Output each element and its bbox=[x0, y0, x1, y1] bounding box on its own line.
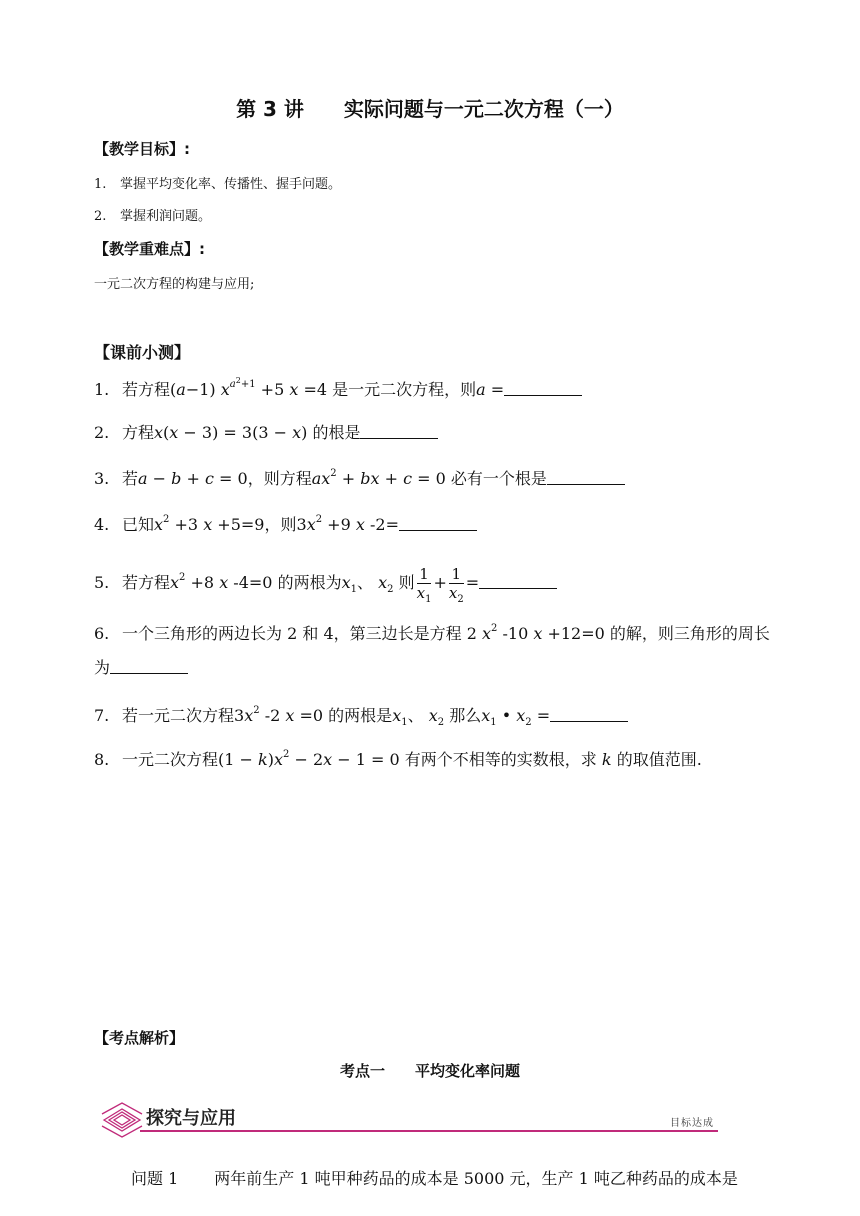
answer-blank[interactable] bbox=[360, 424, 438, 439]
question-number: 2. bbox=[94, 423, 110, 442]
question-number: 8. bbox=[94, 750, 110, 769]
problem-text: 两年前生产 1 吨甲种药品的成本是 5000 元，生产 1 吨乙种药品的成本是 bbox=[214, 1169, 738, 1188]
fraction: $\frac{1}{x_1}$ bbox=[416, 565, 432, 605]
objectives-heading: 【教学目标】: bbox=[94, 140, 190, 158]
question-text: ，则方程 bbox=[247, 469, 312, 488]
objective-number: 1. bbox=[94, 177, 107, 192]
objective-text: 掌握利润问题。 bbox=[120, 209, 212, 224]
question-text: 的两根为 bbox=[277, 573, 342, 592]
answer-blank[interactable] bbox=[550, 707, 628, 722]
question-text: 那么 bbox=[449, 706, 482, 725]
question-4: 4. 已知$x^2 +3$ x +5=9，则$3x^2 +9$ x -2= bbox=[94, 515, 477, 535]
problem-label: 问题 1 bbox=[131, 1169, 179, 1188]
question-text: 有两个不相等的实数根，求 bbox=[404, 750, 597, 769]
question-text: 的取值范围. bbox=[616, 750, 702, 769]
question-number: 5. bbox=[94, 573, 110, 592]
objective-number: 2. bbox=[94, 209, 107, 224]
question-text: 则 bbox=[398, 573, 415, 592]
objective-item bbox=[94, 173, 341, 192]
problem-1 bbox=[131, 1166, 738, 1189]
question-text: 一元二次方程 bbox=[122, 750, 219, 769]
keypoints-heading: 【教学重难点】: bbox=[94, 240, 205, 258]
question-6: 6. 一个三角形的两边长为 2 和 4，第三边长是方程 2 $x^2$ -10 x +12=0 的解，则三角形的周长为 bbox=[94, 617, 784, 685]
analysis-heading: 【考点解析】 bbox=[94, 1029, 185, 1047]
question-5: 5. 若方程$x^2 +8$ x -4=0 的两根为$x_1$、 $x_2$ 则 $\frac{1}{x_1}$ + $\frac{1}{x_2}$ = bbox=[94, 565, 557, 602]
answer-blank[interactable] bbox=[110, 659, 188, 674]
question-text: 若方程 bbox=[122, 573, 171, 592]
question-8: 8. 一元二次方程$(1 - k)x^2 - 2x - 1 = 0$ 有两个不相等的实数根，求 k 的取值范围. bbox=[94, 749, 702, 769]
fraction: $\frac{1}{x_2}$ bbox=[448, 565, 464, 605]
question-text: 的两根是 bbox=[328, 706, 393, 725]
question-text: 一个三角形的两边长为 2 和 4，第三边长是方程 bbox=[122, 624, 462, 643]
question-text: 若一元二次方程 bbox=[122, 706, 235, 725]
banner-divider bbox=[140, 1130, 718, 1132]
question-number: 1. bbox=[94, 380, 110, 399]
answer-blank[interactable] bbox=[547, 470, 625, 485]
page-title: 第 3 讲 实际问题与一元二次方程（一） bbox=[236, 97, 624, 121]
objective-text: 掌握平均变化率、传播性、握手问题。 bbox=[120, 177, 342, 192]
question-3: 3. 若a − b + c = 0，则方程$ax^2$ + bx + c = 0 必有一个根是 bbox=[94, 469, 625, 489]
section-banner bbox=[100, 1100, 718, 1140]
question-7: 7. 若一元二次方程$3x^2$ -2 x =0 的两根是$x_1$、 $x_2$ 那么$x_1$ • $x_2$ = bbox=[94, 706, 628, 726]
lattice-logo-icon bbox=[100, 1100, 144, 1140]
banner-subtitle: 目标达成 bbox=[670, 1118, 714, 1129]
question-1: 1. 若方程(a−1) $x^{a^2+1} +5$ x =4 是一元二次方程，则a = bbox=[94, 380, 582, 400]
question-text: ，则 bbox=[264, 515, 297, 534]
banner-title: 探究与应用 bbox=[146, 1108, 236, 1129]
answer-blank[interactable] bbox=[479, 574, 557, 589]
question-text: 方程 bbox=[122, 423, 155, 442]
pretest-heading: 【课前小测】 bbox=[94, 343, 191, 362]
question-number: 4. bbox=[94, 515, 110, 534]
keypoints-text: 一元二次方程的构建与应用; bbox=[94, 277, 255, 292]
question-text: 是一元二次方程，则 bbox=[332, 380, 477, 399]
question-number: 7. bbox=[94, 706, 110, 725]
question-text: 的根是 bbox=[312, 423, 361, 442]
question-text: 若方程 bbox=[122, 380, 171, 399]
question-2: 2. 方程x(x − 3) = 3(3 − x) 的根是 bbox=[94, 423, 438, 443]
question-number: 6. bbox=[94, 624, 110, 643]
objective-item bbox=[94, 205, 211, 224]
question-text: 的解，则三角形的周长为 bbox=[94, 624, 770, 677]
answer-blank[interactable] bbox=[399, 516, 477, 531]
question-text: 已知 bbox=[122, 515, 155, 534]
answer-blank[interactable] bbox=[504, 381, 582, 396]
question-text: 必有一个根是 bbox=[450, 469, 547, 488]
question-text: 若 bbox=[122, 469, 139, 488]
point-heading: 考点一 平均变化率问题 bbox=[339, 1062, 520, 1080]
question-number: 3. bbox=[94, 469, 110, 488]
